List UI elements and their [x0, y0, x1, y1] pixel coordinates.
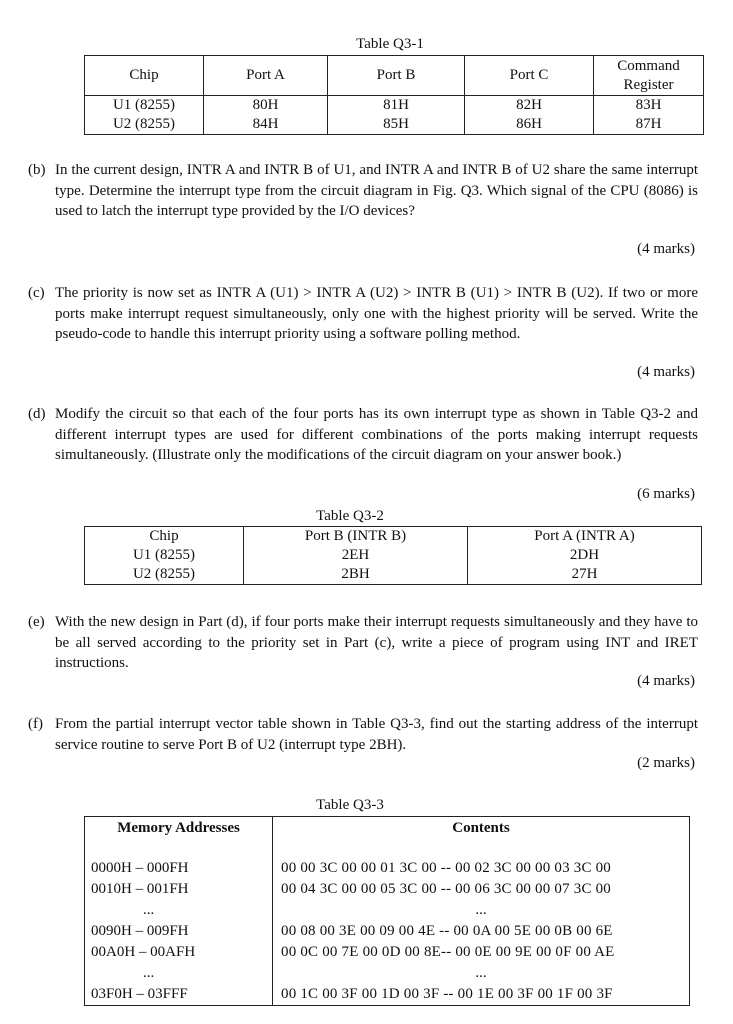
table-cell: 03F0H – 03FFF	[85, 984, 273, 1006]
table-cell: U2 (8255)	[85, 565, 244, 585]
part-label: (d)	[28, 406, 46, 422]
table-cell: 0010H – 001FH	[85, 879, 273, 900]
table-cell: 81H	[328, 96, 465, 116]
table-row	[85, 879, 690, 900]
table-header-cell: Contents	[273, 817, 690, 859]
table-header-cell: Port A	[204, 56, 328, 96]
table-cell: ...	[273, 900, 690, 921]
table-row	[85, 921, 690, 942]
table-cell: 00 04 3C 00 00 05 3C 00 -- 00 06 3C 00 00 07 3C 00	[273, 879, 690, 900]
part-text: Modify the circuit so that each of the four ports has its own interrupt type as shown in Table Q3-2 and different interrupt types are used for different combinations of the ports making interrupt requests simultaneously. (Illustrate only the modifications of the circuit diagram on your answer book.)	[55, 406, 698, 463]
table-cell: 00A0H – 00AFH	[85, 942, 273, 963]
marks-label: (6 marks)	[637, 486, 695, 502]
table-cell: 00 00 3C 00 00 01 3C 00 -- 00 02 3C 00 00 03 3C 00	[273, 858, 690, 879]
table-cell: ...	[85, 900, 273, 921]
table-header-row	[85, 56, 704, 96]
question-part-c	[28, 283, 698, 345]
table-cell: 2BH	[244, 565, 468, 585]
table-header-cell: Command Register	[594, 56, 704, 96]
question-part-b	[28, 160, 698, 222]
table-cell: 2EH	[244, 546, 468, 565]
question-part-e	[28, 612, 698, 674]
table-cell: 82H	[465, 96, 594, 116]
table-q3-2	[84, 526, 702, 585]
table-cell: U1 (8255)	[85, 546, 244, 565]
table-row	[85, 546, 702, 565]
table-header-row	[85, 817, 690, 859]
part-text: In the current design, INTR A and INTR B of U1, and INTR A and INTR B of U2 share the same interrupt type. Determine the interrupt type from the circuit diagram in Fig. Q3. Which signal of the CPU (8086) is used to latch the interrupt type provided by the I/O devices?	[55, 162, 698, 219]
marks-label: (4 marks)	[637, 364, 695, 380]
table-row	[85, 963, 690, 984]
table-row	[85, 565, 702, 585]
question-part-d	[28, 404, 698, 466]
marks-label: (4 marks)	[637, 241, 695, 257]
table-header-cell: Chip	[85, 56, 204, 96]
table-q3-3	[84, 816, 690, 1006]
table-header-cell: Port C	[465, 56, 594, 96]
table-cell: 84H	[204, 115, 328, 135]
table-cell: U1 (8255)	[85, 96, 204, 116]
table-q3-1	[84, 55, 704, 135]
part-label: (b)	[28, 162, 46, 178]
table-header-cell: Chip	[85, 527, 244, 547]
table-q3-2-caption: Table Q3-2	[316, 508, 384, 524]
part-text: From the partial interrupt vector table shown in Table Q3-3, find out the starting address of the interrupt service routine to serve Port B of U2 (interrupt type 2BH).	[55, 716, 698, 753]
table-row	[85, 942, 690, 963]
table-cell: 80H	[204, 96, 328, 116]
table-cell: 00 08 00 3E 00 09 00 4E -- 00 0A 00 5E 00 0B 00 6E	[273, 921, 690, 942]
part-label: (f)	[28, 716, 43, 732]
table-cell: 0090H – 009FH	[85, 921, 273, 942]
table-row	[85, 900, 690, 921]
part-label: (c)	[28, 285, 45, 301]
part-text: With the new design in Part (d), if four ports make their interrupt requests simultaneously and they have to be all served according to the priority set in Part (c), write a piece of program using INT and IRET instructions.	[55, 614, 698, 671]
part-label: (e)	[28, 614, 45, 630]
table-cell: 27H	[468, 565, 702, 585]
table-header-cell: Memory Addresses	[85, 817, 273, 859]
table-q3-3-caption: Table Q3-3	[316, 797, 384, 813]
table-row	[85, 984, 690, 1006]
table-row	[85, 115, 704, 135]
table-header-cell: Port A (INTR A)	[468, 527, 702, 547]
marks-label: (2 marks)	[637, 755, 695, 771]
part-text: The priority is now set as INTR A (U1) > INTR A (U2) > INTR B (U1) > INTR B (U2). If two or more ports make interrupt request simultaneously, only one with the highest priority will be served. Write the pseudo-code to handle this interrupt priority using a software polling method.	[55, 285, 698, 342]
table-cell: 85H	[328, 115, 465, 135]
table-row	[85, 858, 690, 879]
table-cell: 86H	[465, 115, 594, 135]
table-cell: 87H	[594, 115, 704, 135]
table-cell: ...	[273, 963, 690, 984]
question-part-f	[28, 714, 698, 755]
table-cell: 00 1C 00 3F 00 1D 00 3F -- 00 1E 00 3F 00 1F 00 3F	[273, 984, 690, 1006]
table-header-row	[85, 527, 702, 547]
table-cell: 83H	[594, 96, 704, 116]
table-row	[85, 96, 704, 116]
table-cell: 0000H – 000FH	[85, 858, 273, 879]
table-cell: U2 (8255)	[85, 115, 204, 135]
table-header-cell: Port B (INTR B)	[244, 527, 468, 547]
table-header-cell: Port B	[328, 56, 465, 96]
table-q3-1-caption: Table Q3-1	[356, 36, 424, 52]
marks-label: (4 marks)	[637, 673, 695, 689]
table-cell: 2DH	[468, 546, 702, 565]
table-cell: ...	[85, 963, 273, 984]
table-cell: 00 0C 00 7E 00 0D 00 8E-- 00 0E 00 9E 00 0F 00 AE	[273, 942, 690, 963]
